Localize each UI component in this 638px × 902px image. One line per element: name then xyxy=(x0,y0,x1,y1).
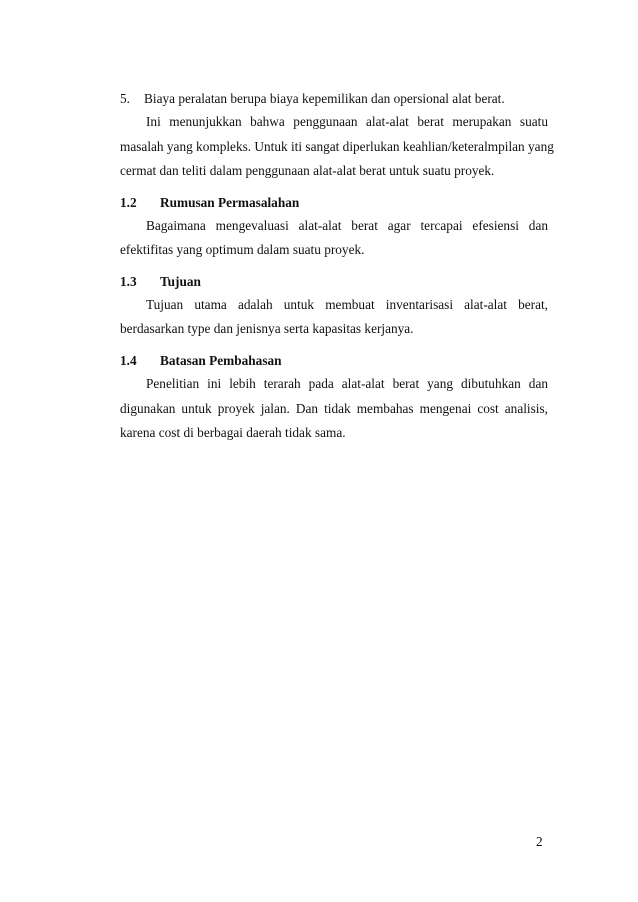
paragraph-line: digunakan untuk proyek jalan. Dan tidak membahas mengenai cost analisis, xyxy=(120,401,548,416)
paragraph-line: Ini menunjukkan bahwa penggunaan alat-alat berat merupakan suatu xyxy=(146,114,548,129)
section-number: 1.3 xyxy=(120,274,137,289)
list-item-text: Biaya peralatan berupa biaya kepemilikan dan opersional alat berat. xyxy=(144,91,505,106)
paragraph-line: karena cost di berbagai daerah tidak sama. xyxy=(120,425,346,440)
paragraph-line: Penelitian ini lebih terarah pada alat-alat berat yang dibutuhkan dan xyxy=(146,376,548,391)
list-item-number: 5. xyxy=(120,91,130,106)
section-title: Batasan Pembahasan xyxy=(160,353,282,368)
paragraph-line: efektifitas yang optimum dalam suatu proyek. xyxy=(120,242,365,257)
paragraph-line: masalah yang kompleks. Untuk iti sangat diperlukan keahlian/keteralmpilan yang xyxy=(120,139,554,154)
section-title: Rumusan Permasalahan xyxy=(160,195,300,210)
section-title: Tujuan xyxy=(160,274,201,289)
paragraph-line: Tujuan utama adalah untuk membuat inventarisasi alat-alat berat, xyxy=(146,297,548,312)
section-number: 1.2 xyxy=(120,195,137,210)
paragraph-line: cermat dan teliti dalam penggunaan alat-alat berat untuk suatu proyek. xyxy=(120,163,495,178)
section-number: 1.4 xyxy=(120,353,137,368)
paragraph-line: berdasarkan type dan jenisnya serta kapasitas kerjanya. xyxy=(120,321,414,336)
paragraph-line: Bagaimana mengevaluasi alat-alat berat agar tercapai efesiensi dan xyxy=(146,218,548,233)
page-number: 2 xyxy=(536,834,543,849)
